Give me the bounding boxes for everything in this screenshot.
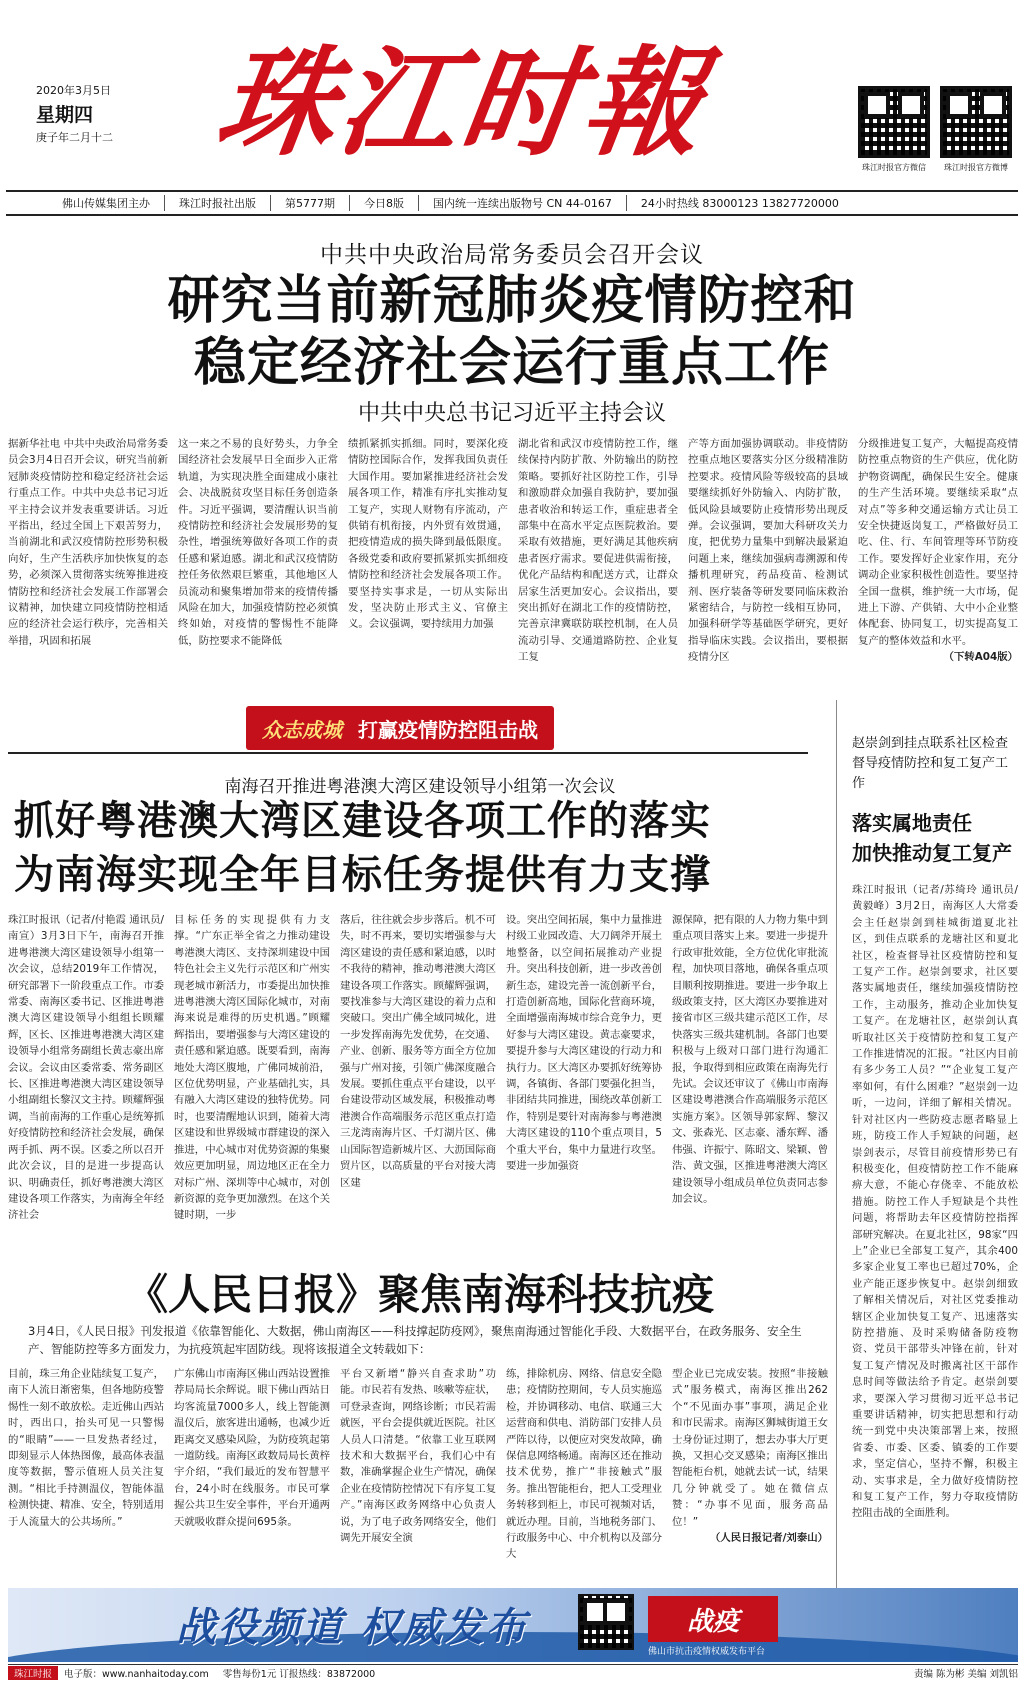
story1-column-text: 分级推进复工复产，大幅提高疫情防控重点物资的生产供应，优化防护物资调配，确保民生安全。健康的生产生活环境。要继续采取“点对点”等多种交通运输方式让员工安全快捷返岗复工，严格做好员工吃、住、行、车间管理等环节防疫工作。要发挥好企业家作用，充分调动企业家积极性创造性。要坚持全国一盘棋，维护统一大市场，促进上下游、产供销、大中小企业整体配套、协同复工，切实提高复工复产的整体效益和水平。 [858, 438, 1018, 647]
story1-column: 这一来之不易的良好势头，力争全国经济社会发展早日全面步入正常轨道，为实现决胜全面建成小康社会、决战脱贫攻坚目标任务创造条件。习近平强调，要清醒认识当前疫情防控和经济社会发展形势的复杂性，增强统筹做好各项工作的责任感和紧迫感。湖北和武汉疫情防控任务依然艰巨繁重，其他地区人员流动和聚集增加带来的疫情传播风险在加大，加强疫情防控必须慎终如始，对疫情的警惕性不能降低，防控要求不能降低 [178, 438, 338, 647]
story3-lede: 3月4日，《人民日报》刊发报道《依靠智能化、大数据，佛山南海区——科技撑起防疫网》，聚焦南海通过智能化手段、大数据平台，在政务服务、安全生产、智能防控等多方面发力，为抗疫筑起牢固防线。现将该报道全文转载如下： [28, 1324, 802, 1356]
story1-column: 湖北省和武汉市疫情防控工作，继续保持内防扩散、外防输出的防控策略。要抓好社区防控工作，引导和激励群众加强自我防护，要加强患者收治和转运工作，重症患者全部集中在高水平定点医院救治。要采取有效措施，更好满足其他疾病患者医疗需求。要促进供需衔接，优化产品结构和配送方式，让群众居家生活更加安心。会议指出，要突出抓好在湖北工作的疫情防控，完善京津冀联防联控机制，在人员流动引导、交通道路防控、企业复工复 [518, 438, 678, 664]
sidebar-story [852, 734, 1018, 1642]
story2-kicker: 南海召开推进粤港澳大湾区建设领导小组第一次会议 [224, 777, 616, 797]
qr-codes [858, 86, 1018, 176]
page-footer [8, 1664, 1018, 1680]
sidebar-headline-line1: 落实属地责任 [852, 811, 972, 835]
story1-body [8, 436, 1018, 672]
story3-column: 目前，珠三角企业陆续复工复产，南下人流日渐密集，但各地防疫警惕性一刻不敢放松。走近佛山西站时，西出口，抬头可见一只警惕的“眼睛”——一旦发热者经过，即刻显示人体热图像，最高体表温度等数据，警示值班人员关注复测。“相比手持测温仪，智能体温检测快捷、精准、安全，特别适用于人流量大的公共场所。” [8, 1368, 164, 1528]
story1-kicker: 中共中央政治局常务委员会召开会议 [320, 242, 704, 268]
hotline: 24小时热线 83000123 13827720000 [626, 195, 853, 211]
banner-left: 众志成城 [262, 717, 342, 742]
story2-headline-line1: 抓好粤港澳大湾区建设各项工作的落实 [14, 798, 711, 844]
story1-column-last [858, 436, 1018, 672]
story1-column: 据新华社电 中共中央政治局常务委员会3月4日召开会议，研究当前新冠肺炎疫情防控和稳定经济社会运行重点工作。中共中央总书记习近平主持会议并发表重要讲话。习近平指出，经过全国上下艰苦努力，当前湖北和武汉疫情防控形势积极向好，生产生活秩序加快恢复的态势，必须深入贯彻落实统筹推进疫情防控和经济社会发展工作部署会议精神，加快建立同疫情防控相适应的经济社会运行秩序，完善相关举措，巩固和拓展 [8, 438, 168, 647]
issue-number: 第5777期 [270, 195, 349, 211]
story2-column: 目标任务的实现提供有力支撑。“广东正举全省之力推动建设粤港澳大湾区、支持深圳建设中国特色社会主义先行示范区和广州实现老城市新活力，市委提出加快推进粤港澳大湾区国际化城市，对南海来说是难得的历史机遇。”顾耀辉指出，要增强参与大湾区建设的责任感和紧迫感。既要看到，南海地处大湾区腹地，广佛同城前沿，区位优势明显，产业基础扎实，具有融入大湾区建设的独特优势。同时，也要清醒地认识到，随着大湾区建设和世界级城市群建设的深入推进，中心城市对优势资源的集聚效应更加明显，周边地区正在全力对标广州、深圳等中心城市，对创新资源的竞争更加激烈。在这个关键时期，一步 [174, 914, 330, 1222]
footer-site[interactable]: 电子版：www.nanhaitoday.com [64, 1668, 209, 1680]
story1-subhead: 中共中央总书记习近平主持会议 [357, 401, 666, 426]
story1-column: 产等方面加强协调联动。非疫情防控重点地区要落实分区分级精准防控要求。疫情风险等级较高的县域要继续抓好外防输入、内防扩散，低风险县域要防止疫情形势出现反弹。会议强调，要加大科研攻关力度，把优势力量集中到解决最紧迫问题上来，继续加强病毒溯源和传播机理研究，药品疫苗、检测试剂、医疗装备等研发要同临床救治紧密结合，与防控一线相互协同，加强科研学等基础医学研究，更好指导临床实践。会议指出，要根据疫情分区 [688, 438, 848, 664]
story3-headline[interactable]: 《人民日报》聚焦南海科技抗疫 [125, 1270, 714, 1319]
footer-editors: 责编 陈为彬 美编 刘凯铝 [913, 1668, 1018, 1680]
masthead [0, 0, 1024, 186]
footer-price: 零售每份1元 订报热线：83872000 [222, 1668, 376, 1680]
footer-advertisement[interactable] [8, 1588, 1018, 1662]
story3-column: 平台又新增“静兴自查求助”功能。市民若有发热、咳嗽等症状，可登录查询，网络诊断；市民若需就医，平台会提供就近医院。社区人员人口清楚。“依靠工业互联网技术和大数据平台，我们心中有数，准确掌握企业生产情况，确保企业在疫情防控情况下有序复工复产。”南海区政务网络中心负责人说，为了电子政务网络安全，他们调先开展安全演 [340, 1368, 496, 1545]
sidebar-body: 珠江时报讯（记者/苏绮玲 通讯员/黄毅峰）3月2日，南海区人大常委会主任赵崇剑到桂城街道夏北社区，到佳点联系的龙塘社区和夏北社区，检查督导社区疫情防控和复工复产工作。赵崇剑要求，社区要落实属地责任，继续加强疫情防控工作，主动服务，推动企业加快复工复产。在龙塘社区，赵崇剑认真听取社区关于疫情防控和复工复产工作推进情况的汇报。“社区内目前有多少务工人员？”“企业复工复产率如何，有什么困难？”赵崇剑一边听，一边问，详细了解相关情况。针对社区内一些防疫志愿者略显上班，防疫工作人手短缺的问题，赵崇剑表示，尽管目前疫情形势已有积极变化，但疫情防控工作不能麻痹大意，不能心存侥幸、不能放松措施。防控工作人手短缺是个共性问题，将帮助去年区疫情防控指挥部研究解决。在夏北社区，98家“四上”企业已全部复工复产，其余400多家企业复工率也已超过70%，企业产能正逐步恢复中。赵崇剑细致了解相关情况后，对社区党委推动辖区企业加快复工复产、迅速落实防控措施、及时采购储备防疫物资、党员干部带头冲锋在前，针对复工复产情况及时搬离社区干部作息时间等做法给予肯定。赵崇剑要求，要深入学习贯彻习近平总书记重要讲话精神，切实把思想和行动统一到党中央决策部署上来，按照省委、市委、区委、镇委的工作要求，坚定信心，坚持不懈，积极主动、实事求是，全力做好疫情防控和复工复产工作，努力夺取疫情防控阻击战的全面胜利。 [852, 884, 1018, 1520]
story1-column: 绩抓紧抓实抓细。同时，要深化疫情防控国际合作，发挥我国负责任大国作用。要加紧推进经济社会发展各项工作，精准有序扎实推动复工复产，实现人财物有序流动，产供销有机衔接，内外贸有效贯通，把疫情造成的损失降到最低限度。各级党委和政府要抓紧抓实抓细疫情防控和经济社会发展各项工作。要坚持实事求是，一切从实际出发，坚决防止形式主义、官僚主义。会议强调，要持续用力加强 [348, 438, 508, 631]
column-divider [836, 700, 837, 1595]
story3-column: 练，排除机房、网络、信息安全隐患；疫情防控期间，专人员实施巡检，并协调移动、电信、联通三大运营商和供电、消防部门安排人员严阵以待，以便应对突发故障，确保信息网络畅通。南海区还在推动技术优势，推广“非接触式”服务。推出智能柜台，把人工受理业务转移到柜上，市民可视频对话，就近办理。目前，当地税务部门、行政服务中心、中介机构以及部分大 [506, 1368, 662, 1561]
campaign-banner [246, 706, 554, 750]
date-block [36, 82, 146, 145]
story1-headline-line1: 研究当前新冠肺炎疫情防控和 [167, 271, 857, 331]
lunar-date: 庚子年二月十二 [36, 131, 113, 144]
story3-byline: （人民日报记者/刘泰山） [709, 1532, 828, 1545]
qr1-label: 珠江时报官方微信 [862, 163, 926, 172]
ad-qr-icon[interactable] [578, 1594, 634, 1650]
ad-logo: 战疫 [648, 1596, 778, 1642]
story3-column-text: 型企业已完成安装。按照“非接触式”服务模式，南海区推出262个“不见面办事”事项，满足企业和市民需求。南海区狮城街道王女士身份证过期了，想去办事大厅更换，又担心交叉感染；南海区推出智能柜台机，她就去试一试，结果几分钟就受了。她在微信点赞：“办事不见面，服务高品位！” [672, 1368, 828, 1528]
info-bar [6, 190, 1018, 216]
ad-note: 佛山市抗击疫情权威发布平台 [648, 1647, 766, 1657]
story1-headline-line2: 稳定经济社会运行重点工作 [193, 333, 830, 393]
story3-body [8, 1366, 828, 1592]
section-divider [8, 752, 808, 754]
footer-tag: 珠江时报 [8, 1666, 58, 1680]
story2-body [8, 912, 828, 1232]
weibo-qr-icon[interactable] [940, 86, 1012, 158]
sidebar-headline[interactable] [852, 808, 1018, 868]
story3-column: 广东佛山市南海区佛山西站设置推荐局局长余辉说。眼下佛山西站日均客流量7000多人，线上智能测温仪后，旅客进出通畅，也减少近距离交叉感染风险，为防疫筑起第一道防线。南海区政数局局长黄梓宇介绍，“我们最近的发布智慧平台，24小时在线服务。市民可掌握公共卫生安全事件，平台开通两天就吸收群众提问695条。 [174, 1368, 330, 1528]
story2-headline[interactable] [14, 794, 834, 902]
page-count: 今日8版 [349, 195, 418, 211]
publish-date: 2020年3月5日 [36, 84, 111, 97]
publisher: 珠江时报社出版 [164, 195, 270, 211]
sponsor: 佛山传媒集团主办 [62, 197, 150, 210]
story1-headline[interactable] [0, 270, 1024, 394]
sidebar-kicker: 赵崇剑到挂点联系社区检查督导疫情防控和复工复产工作 [852, 736, 1009, 791]
ad-slogan: 战役频道 权威发布 [176, 1605, 528, 1651]
wechat-qr-icon[interactable] [858, 86, 930, 158]
story2-column: 落后，往往就会步步落后。机不可失，时不再来，要切实增强参与大湾区建设的责任感和紧迫感，以时不我待的精神，推动粤港澳大湾区建设各项工作落实。顾耀辉强调，要找准参与大湾区建设的着力点和突破口。突出广佛全域同城化，进一步发挥南海先发优势，在交通、产业、创新、服务等方面全方位加强与广州对接，引领广佛深度融合发展。要抓住重点平台建设，以平台建设带动区域发展，积极推动粤港澳合作高端服务示范区重点打造三龙湾南海片区、千灯湖片区、佛山国际智造新城片区、大沥国际商贸片区，以高质量的平台对接大湾区建 [340, 914, 496, 1189]
weekday: 星期四 [36, 104, 94, 126]
story2-column: 源保障，把有限的人力物力集中到重点项目落实上来。要进一步提升行政审批效能，全方位优化审批流程，加快项目落地，确保各重点项目顺利按期推进。要进一步争取上级政策支持，区大湾区办要推进对接省市区三级共建示范区工作，尽快落实三级共建机制。各部门也要积极与上级对口部门进行沟通汇报，争取得到相应政策在南海先行先试。会议还审议了《佛山市南海区建设粤港澳合作高端服务示范区实施方案》。区领导郭家辉、黎汉文、张森光、区志豪、潘东辉、潘伟强、许振宁、陈昭文、梁颖、曾浩、黄文强，区推进粤港澳大湾区建设领导小组成员单位负责同志参加会议。 [672, 914, 828, 1205]
cn-number: 国内统一连续出版物号 CN 44-0167 [418, 195, 626, 211]
story2-headline-line2: 为南海实现全年目标任务提供有力支撑 [14, 852, 711, 898]
qr2-label: 珠江时报官方微博 [944, 163, 1008, 172]
story3-column-last [672, 1366, 828, 1592]
continued-note[interactable]: （下转A04版） [943, 651, 1018, 664]
banner-right: 打赢疫情防控阻击战 [358, 717, 538, 742]
newspaper-logo: 珠江时報 [208, 33, 716, 172]
sidebar-headline-line2: 加快推动复工复产 [852, 841, 1012, 865]
story2-column: 珠江时报讯（记者/付艳霞 通讯员/南宣）3月3日下午，南海召开推进粤港澳大湾区建设领导小组第一次会议，总结2019年工作情况，研究部署下一阶段重点工作。市委常委、南海区委书记、区推进粤港澳大湾区建设领导小组组长顾耀辉，区长、区推进粤港澳大湾区建设领导小组常务副组长黄志豪出席会议。会议由区委常委、常务副区长、区推进粤港澳大湾区建设领导小组副组长黎汉文主持。顾耀辉强调，当前南海的工作重心是统筹抓好疫情防控和经济社会发展，确保两手抓、两不误。区委之所以召开此次会议，目的是进一步提高认识、明确责任，抓好粤港澳大湾区建设各项工作落实，为南海全年经济社会 [8, 914, 164, 1222]
story2-column: 设。突出空间拓展，集中力量推进村级工业园改造、大刀阔斧开展土地整备，以空间拓展推动产业提升。突出科技创新，进一步改善创新生态，建设完善一流创新平台，打造创新高地，国际化营商环境，全面增强南海城市综合竞争力，更好参与大湾区建设。黄志豪要求，要提升参与大湾区建设的行动力和执行力。区大湾区办要抓好统筹协调，各镇街、各部门要强化担当，非团结共同推进，围绕改革创新工作，特别是要针对南海参与粤港澳大湾区建设的110个重点项目，5个重大平台，集中力量进行攻坚。要进一步加强资 [506, 914, 662, 1173]
